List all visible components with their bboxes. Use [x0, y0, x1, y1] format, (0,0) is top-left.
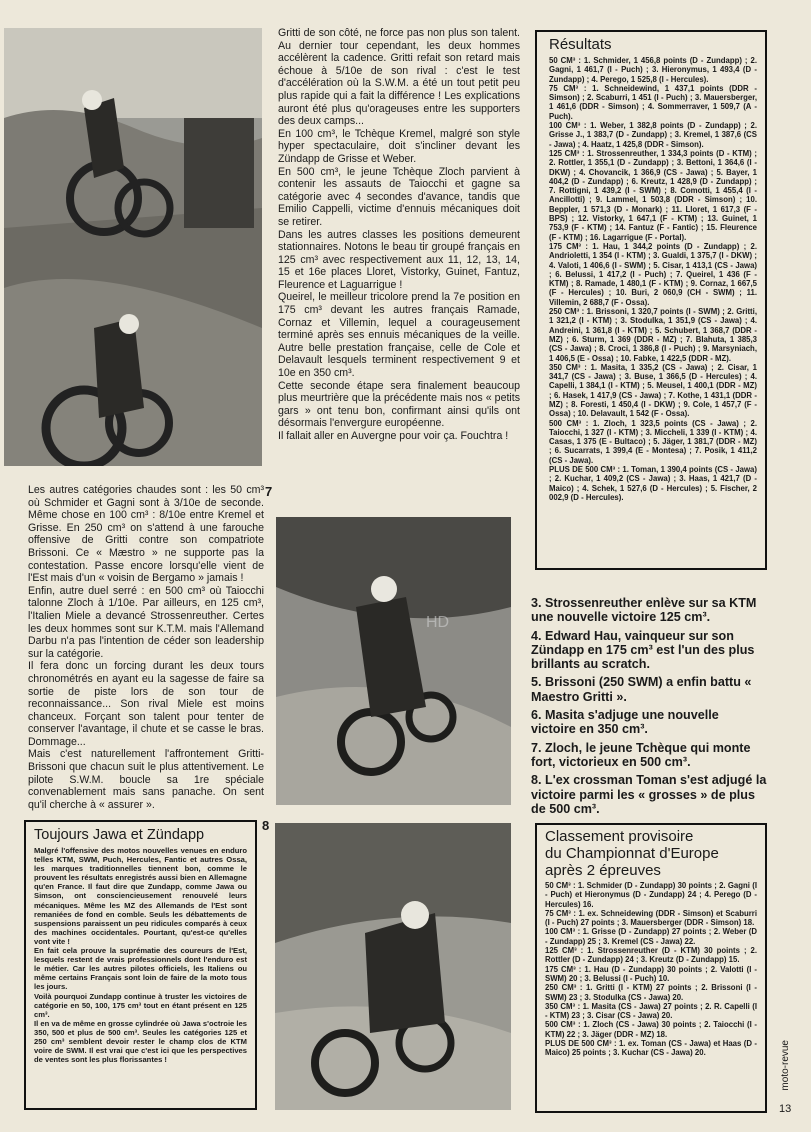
standings-line: 350 CM³ : 1. Masita (CS - Jawa) 27 points ; 2. R. Capelli (I - KTM) 23 ; 3. Cisar (CS - Jawa) 20. — [545, 1001, 757, 1021]
caption-4: 4. Edward Hau, vainqueur sur son Zündapp en 175 cm³ est l'un des plus brillants au scratch. — [531, 628, 755, 672]
results-line: PLUS DE 500 CM³ : 1. Toman, 1 390,4 points (CS - Jawa) ; 2. Kuchar, 1 409,2 (CS - Jawa) ; 3. Haas, 1 421,7 (D - Maico) ; 4. Schek, 1 527,6 (D - Hercules) ; 5. Fischer, 2 002,9 (D - Hercules). — [549, 465, 757, 502]
photo-number-7: 7 — [265, 484, 273, 499]
caption-3: 3. Strossenreuther enlève sur sa KTM une nouvelle victoire 125 cm³. — [531, 596, 757, 625]
page-number: 13 — [779, 1103, 792, 1115]
results-box — [535, 30, 767, 570]
caption-7: 7. Zloch, le jeune Tchèque qui monte fort, victorieux en 500 cm³. — [531, 740, 751, 769]
magazine-name: moto-revue — [780, 1040, 791, 1091]
photo-captions — [531, 596, 767, 820]
col2-paragraph: En 500 cm³, le jeune Tchèque Zloch parvient à contenir les assauts de Taiocchi et gagne sa catégorie avec 4 secondes d'avance, tandis que Emilio Cappelli, victime d'ennuis mécaniques doit se retirer. — [278, 165, 520, 228]
standings-line: PLUS DE 500 CM³ : 1. ex. Toman (CS - Jawa) et Haas (D - Maico) 25 points ; 3. Kuchar (CS - Jawa) 20. — [545, 1039, 757, 1058]
col2-paragraph: Dans les autres classes les positions demeurent stationnaires. Notons le beau tir groupé français en 125 cm³ avec respectivement aux 11, 12, 13, 14, 15 et 16e places Lloret, Vistorky, Guinet, Fantuz, Fleurence et Laguarrigue ! — [278, 228, 520, 291]
results-line: 175 CM³ : 1. Hau, 1 344,2 points (D - Zundapp) ; 2. Andrioletti, 1 354 (I - KTM) ; 3. Gualdi, 1 375,7 (I - DKW) ; 4. Valoti, 1 406,6 (I - SWM) ; 5. Cisar, 1 413,1 (CS - Jawa) ; 6. Belussi, 1 417,2 (I - Puch) ; 7. Queirel, 1 436 (F - KTM) ; 8. Ramade, 1 480,1 (F - KTM) ; 9. Cornaz, 1 667,5 (F - Hercules) ; 10. Buri, 2 060,9 (CH - SWM) ; 11. Villemin, 2 688,7 (F - Ossa). — [549, 241, 757, 307]
standings-title-line: Classement provisoire — [545, 828, 694, 845]
article-column-2 — [278, 27, 520, 443]
standings-line: 100 CM³ : 1. Grisse (D - Zundapp) 27 points ; 2. Weber (D - Zundapp) 25 ; 3. Kremel (CS - Jawa) 22. — [545, 927, 757, 946]
col2-paragraph: Il fallait aller en Auvergne pour voir ça. Fouchtra ! — [278, 430, 509, 442]
standings-box — [535, 823, 767, 1113]
caption-5: 5. Brissoni (250 SWM) a enfin battu « Maestro Gritti ». — [531, 675, 752, 704]
standings-line: 125 CM³ : 1. Strossenreuther (D - KTM) 30 points ; 2. Rottler (D - Zundapp) 24 ; 3. Kreutz (D - Zundapp) 15. — [545, 946, 757, 965]
standings-line: 250 CM³ : 1. Gritti (I - KTM) 27 points ; 2. Brissoni (I - SWM) 23 ; 3. Stodulka (CS - Jawa) 20. — [545, 983, 757, 1002]
jawa-box-body — [34, 846, 247, 1064]
standings-line: 50 CM³ : 1. Schmider (D - Zundapp) 30 points ; 2. Gagni (I - Puch) et Hieronymus (D - Zundapp) 24 ; 4. Perego (D - Hercules) 16. — [545, 881, 757, 909]
results-line: 75 CM³ : 1. Schneidewind, 1 437,1 points (DDR - Simson) ; 2. Scaburri, 1 451 (I - Puch) ; 3. Mauersberger, 1 461,6 (DDR - Simson) ; 4. Sommerraver, 1 509,7 (A - Puch). — [549, 83, 757, 121]
results-list — [549, 56, 757, 502]
col1-paragraph: Il fera donc un forcing durant les deux tours chronométrés en ayant eu la sagesse de faire sa sortie de piste lors de son tour de reconnaissance... Son rival Miele est moins chanceux. Forçant son talent pour tenter de conserver l'avantage, il chute et se casse le bras. Dommage... — [28, 660, 264, 748]
jawa-box-paragraph: Il en va de même en grosse cylindrée où Jawa s'octroie les 350, 500 et plus de 500 cm³. Seules les catégories 125 et 250 cm³ semblent devoir rester le champ clos de KTM voire de SWM. Il est vrai que c'est ici que les perspectives de ventes sont les plus florissantes ! — [34, 1018, 247, 1065]
photo-rider-top — [4, 28, 262, 466]
results-line: 100 CM³ : 1. Weber, 1 382,8 points (D - Zundapp) ; 2. Grisse J., 1 383,7 (D - Zundapp) ; 3. Kremel, 1 387,6 (CS - Jawa) ; 4. Haatz, 1 425,8 (DDR - Simson). — [549, 121, 757, 149]
col1-paragraph: Mais c'est naturellement l'affrontement Gritti-Brissoni que chacun suit le plus attentivement. Le pilote S.W.M. boucle sa 1re spéciale convenablement mais sans panache. On sent qu'il cherche à « assurer ». — [28, 748, 264, 811]
col2-paragraph: Cette seconde étape sera finalement beaucoup plus meurtrière que la précédente mais nos « petits gars » ont tenu bon, confirmant ainsi qu'ils ont désormais l'envergure européenne. — [278, 379, 520, 430]
col2-paragraph: Gritti de son côté, ne force pas non plus son talent. Au dernier tour cependant, les deux hommes accélèrent la cadence. Gritti refait son retard mais échoue à 5/10e de son rival : c'est le test d'accélération où la S.W.M. a été un tout petit peu plus rapide qui a fait la différence ! Les explications auront été plus qu'orageuses entre les supporters des deux camps... — [278, 27, 520, 128]
col1-paragraph: Les autres catégories chaudes sont : les 50 cm³ où Schmider et Gagni sont à 3/10e de seconde. Même chose en 100 cm³ : 8/10e entre Kremel et Grisse. En 250 cm³ on s'attend à une farouche offensive de Gritti contre son compatriote Brissoni. Ce « Mæstro » ne supporte pas la contestation. Passe encore lorsqu'elle vient de l'Est mais d'un « voisin de Bergamo » jamais ! — [28, 484, 264, 585]
caption-6: 6. Masita s'adjuge une nouvelle victoire en 350 cm³. — [531, 708, 719, 737]
results-line: 350 CM³ : 1. Masita, 1 335,2 (CS - Jawa) ; 2. Cisar, 1 341,7 (CS - Jawa) ; 3. Buse, 1 366,5 (D - Hercules) ; 4. Capelli, 1 384,1 (I - KTM) ; 5. Meusel, 1 400,1 (DDR - MZ) ; 6. Hasek, 1 417,9 (CS - Jawa) ; 7. Kothe, 1 431,1 (DDR - MZ) ; 8. Foresti, 1 450,4 (I - DKW) ; 9. Cole, 1 457,7 (F - Ossa) ; 10. Delavault, 1 542 (F - Ossa). — [549, 362, 757, 419]
standings-line: 500 CM³ : 1. Zloch (CS - Jawa) 30 points ; 2. Taiocchi (I - KTM) 22 ; 3. Jäger (DDR - MZ) 18. — [545, 1020, 757, 1039]
results-line: 250 CM³ : 1. Brissoni, 1 320,7 points (I - SWM) ; 2. Gritti, 1 321,2 (I - KTM) ; 3. Stodulka, 1 351,9 (CS - Jawa) ; 4. Andreini, 1 361,8 (I - KTM) ; 5. Schubert, 1 368,7 (DDR - MZ) ; 6. Sturm, 1 369 (DDR - MZ) ; 7. Blahuta, 1 385,3 (CS - Jawa) ; 8. Croci, 1 386,8 (I - Puch) ; 9. Marsyniach, 1 406,5 (E - Ossa) ; 10. Fabke, 1 422,5 (DDR - MZ). — [549, 307, 757, 363]
results-title: Résultats — [549, 36, 612, 53]
jawa-box-title: Toujours Jawa et Zündapp — [34, 827, 205, 843]
photo-rider-8 — [275, 823, 511, 1110]
jawa-box-paragraph: En fait cela prouve la suprématie des coureurs de l'Est, lesquels restent de vrais professionnels dont l'enduro est le métier. Car les autres pilotes officiels, les Italiens ou même certains Français sont loin de faire de la moto tous les jours. — [34, 946, 247, 992]
standings-title — [545, 828, 757, 879]
jawa-zundapp-box — [24, 820, 257, 1110]
caption-8: 8. L'ex crossman Toman s'est adjugé la victoire parmi les « grosses » de plus de 500 cm³. — [531, 773, 767, 816]
results-line: 125 CM³ : 1. Strossenreuther, 1 334,3 points (D - KTM) ; 2. Rottler, 1 355,1 (D - Zundapp) ; 3. Bettoni, 1 364,6 (I - DKW) ; 4. Chovancik, 1 366,9 (CS - Jawa) ; 5. Bayer, 1 404,2 (D - Zundapp) ; 6. Kreutz, 1 428,9 (D - Zundapp) ; 7. Rottigni, 1 439,2 (I - SWM) ; 8. Comotti, 1 455,4 (I - Ancillotti) ; 9. Lammel, 1 503,8 (DDR - Simson) ; 10. Beppler, 1 571,3 (D - Monark) ; 11. Lloret, 1 617,3 (F - BPS) ; 12. Vistorky, 1 647,1 (F - KTM) ; 13. Guinet, 1 753,9 (F - KTM) ; 14. Fantuz (F - Fantic) ; 15. Fleurence (F - KTM) ; 16. Lagarrigue (F - Portal). — [549, 148, 757, 242]
standings-line: 75 CM³ : 1. ex. Schneidewing (DDR - Simson) et Scaburri (I - Puch) 27 points ; 3. Mauersberger (DDR - Simson) 18. — [545, 908, 757, 928]
standings-title-line: du Championnat d'Europe — [545, 845, 719, 862]
results-line: 500 CM³ : 1. Zloch, 1 323,5 points (CS - Jawa) ; 2. Taiocchi, 1 327 (I - KTM) ; 3. Miccheli, 1 339 (I - KTM) ; 4. Casas, 1 375 (E - Bultaco) ; 5. Jäger, 1 381,7 (DDR - MZ) ; 6. Sucarrats, 1 399,4 (E - Montesa) ; 7. Posik, 1 411,2 (CS - Jawa). — [549, 418, 757, 465]
results-line: 50 CM³ : 1. Schmider, 1 456,8 points (D - Zundapp) ; 2. Gagni, 1 461,7 (I - Puch) ; 3. Hieronymus, 1 493,4 (D - Zundapp) ; 4. Perego, 1 525,8 (I - Hercules). — [549, 56, 757, 84]
photo-rider-7 — [276, 517, 511, 805]
svg-text:HD: HD — [426, 614, 450, 631]
jawa-box-paragraph: Malgré l'offensive des motos nouvelles venues en enduro telles KTM, SWM, Puch, Hercules, Fantic et autres Ossa, les marques traditionnelles tiennent bon, comme le prouvent les résultats enregistrés aussi bien en Allemagne qu'en France. Il faut dire que Zundapp, comme Jawa ou Simson, ont consciencieusement renouvelé leurs mécaniques. Même les MZ des Allemands de l'Est sont remaniées de fond en comble. Seuls les débattements de suspensions paraissent un peu ridicules comparés à ceux des machines occidentales. Pourtant, qu'est-ce qu'elles vont vite ! — [34, 846, 247, 946]
col1-paragraph: Enfin, autre duel serré : en 500 cm³ où Taiocchi talonne Zloch à 1/10e. Par ailleurs, en 125 cm³, l'Italien Miele a devancé Strossenreuther. Certes les deux hommes sont sur K.T.M. mais l'Allemand Darbu n'a pas l'intention de céder son leadership sur la catégorie. — [28, 584, 264, 660]
jawa-box-paragraph: Voilà pourquoi Zundapp continue à truster les victoires de catégorie en 50, 100, 175 cm³ tout en étant présent en 125 cm³. — [34, 991, 247, 1019]
standings-line: 175 CM³ : 1. Hau (D - Zundapp) 30 points ; 2. Valotti (I - SWM) 20 ; 3. Belussi (I - Puch) 10. — [545, 964, 757, 983]
article-column-1 — [28, 484, 264, 811]
col2-paragraph: Queirel, le meilleur tricolore prend la 7e position en 175 cm³ devant les autres français Ramade, Cornaz et Villemin, lequel a courageusement terminé après ses ennuis mécaniques de la veille. Autre belle prestation française, celle de Cole et Delavault lesquels terminent respectivement 9 et 10e en 350 cm³. — [278, 291, 520, 380]
standings-list — [545, 881, 757, 1058]
col2-paragraph: En 100 cm³, le Tchèque Kremel, malgré son style hyper spectaculaire, doit s'incliner devant les Zündapp de Grisse et Weber. — [278, 127, 520, 165]
standings-title-line: après 2 épreuves — [545, 862, 661, 879]
photo-number-8: 8 — [262, 818, 270, 833]
